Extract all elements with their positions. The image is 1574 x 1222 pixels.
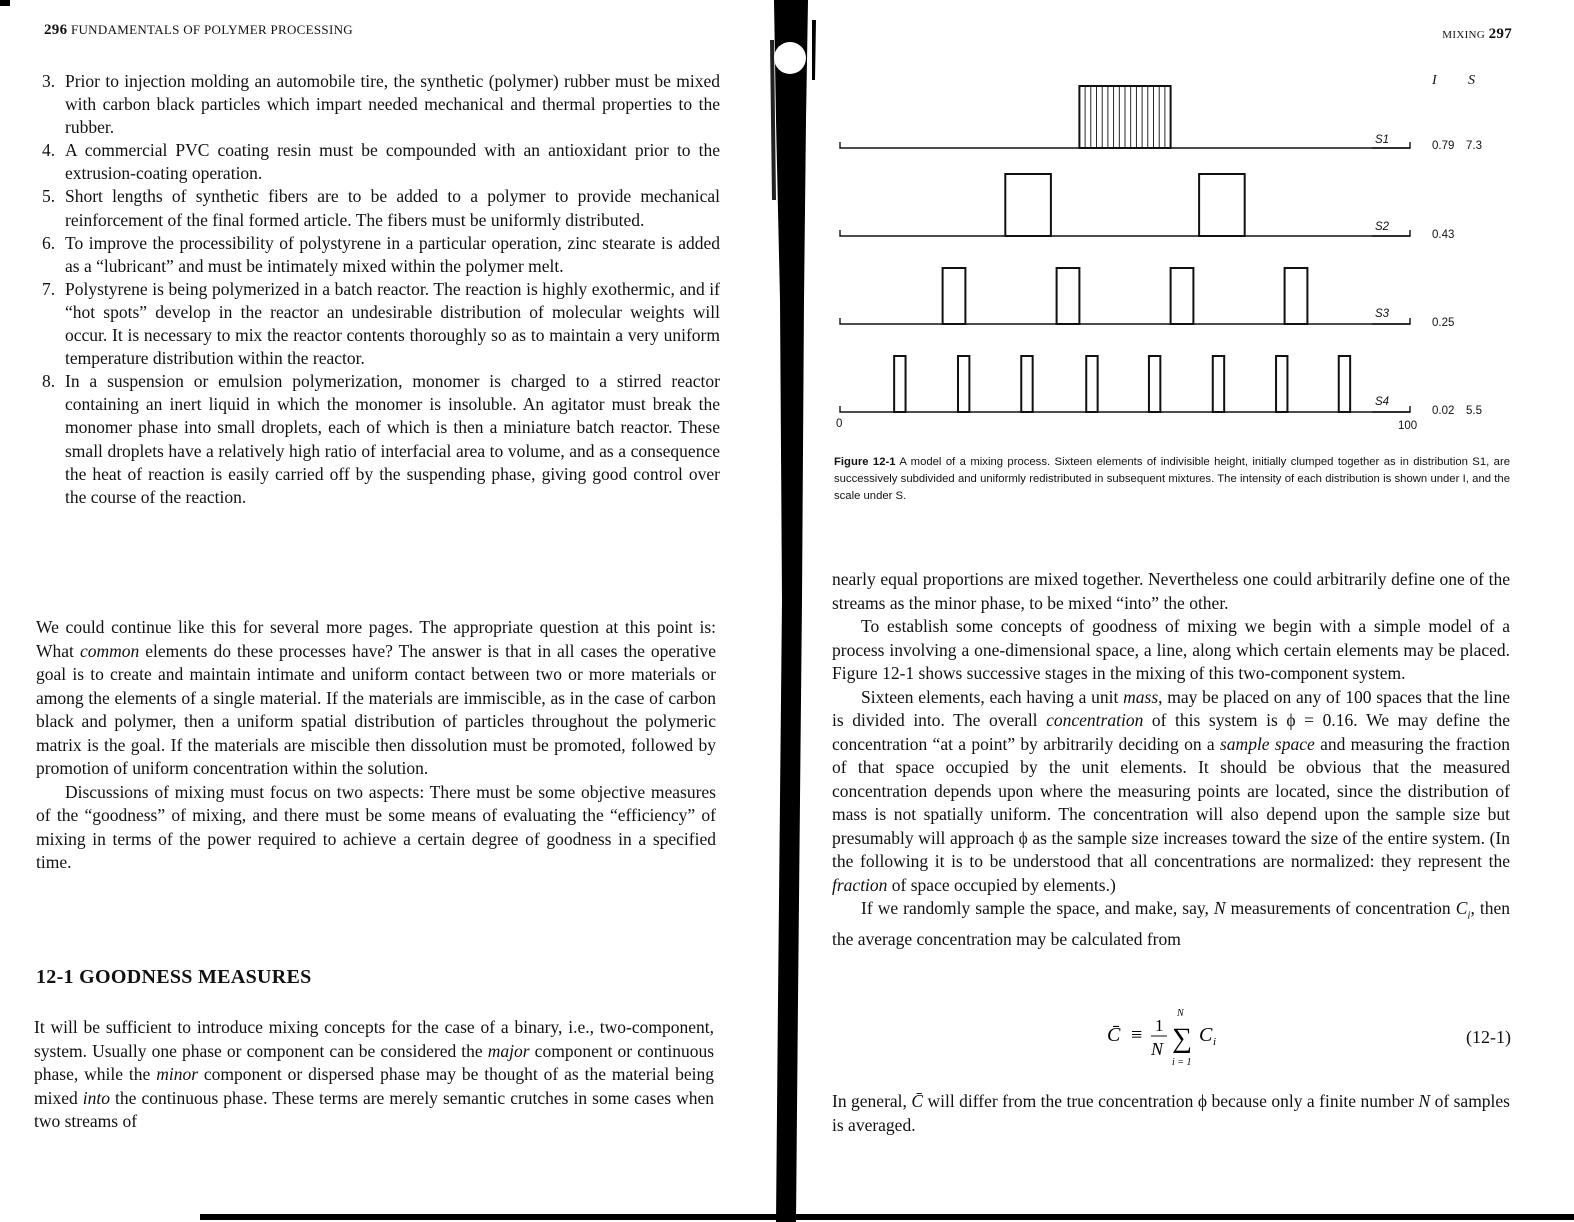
left-page-number: 296 bbox=[44, 22, 68, 38]
list-item: 8. In a suspension or emulsion polymerization, monomer is charged to a stirred reactor containing an inert liquid in which the monomer is insoluble. An agitator must break the monomer phase into small droplets, each of which is then a miniature batch reactor. These small droplets have a relatively high ratio of interfacial area to volume, and as a consequence the heat of reaction is easily carried off by the suspending phase, giving good control over the course of the reaction. bbox=[42, 371, 720, 507]
row-label-s3: S3 bbox=[1375, 308, 1390, 320]
eq-lower-limit: i = 1 bbox=[1172, 1057, 1192, 1068]
left-running-title: FUNDAMENTALS OF POLYMER PROCESSING bbox=[70, 22, 353, 37]
element-block bbox=[1149, 356, 1160, 412]
mixing-distribution-diagram bbox=[820, 40, 1574, 440]
axis-start-label: 0 bbox=[836, 418, 843, 430]
binding-hole bbox=[774, 42, 806, 74]
caption-title: Figure 12-1 bbox=[834, 456, 896, 468]
row-label-s1: S1 bbox=[1375, 134, 1390, 146]
figure-12-1 bbox=[820, 40, 1574, 460]
equation-number: (12-1) bbox=[1466, 1027, 1511, 1047]
scan-bottom-edge bbox=[200, 1214, 1574, 1220]
right-page bbox=[820, 0, 1574, 1222]
eq-upper-limit: N bbox=[1177, 1008, 1184, 1019]
baseline bbox=[840, 318, 1410, 324]
left-running-head bbox=[44, 22, 353, 39]
paragraph: Sixteen elements, each having a unit mass, may be placed on any of 100 spaces that the line is divided into. The overall concentration of this system is ϕ = 0.16. We may define the concentration “at a point” by arbitrarily deciding on a sample space and measuring the fraction of that space occupied by the unit elements. It should be obvious that the measured concentration depends upon where the measuring points are located, since the distribution of mass is not spatially uniform. The concentration will also depend upon the sample size but presumably will approach ϕ as the sample size increases toward the size of the entire system. (In the following it is to be understood that all concentrations are normalized: they represent the fraction of space occupied by elements.) bbox=[832, 686, 1510, 895]
element-block bbox=[1199, 174, 1245, 236]
list-item: 4. A commercial PVC coating resin must be compounded with an antioxidant prior to the extrusion-coating operation. bbox=[42, 140, 720, 184]
scale-s4: 5.5 bbox=[1466, 405, 1482, 417]
paragraph: We could continue like this for several more pages. The appropriate question at this point is: What common elements do these processes have? The answer is that in all cases the operative goal is to create and maintain intimate and uniform contact between two or more materials or among the elements of a single material. If the materials are immiscible, as in the case of carbon black and polymer, then a uniform spatial distribution of particles throughout the polymeric matrix is the goal. If the materials are miscible then dissolution must be promoted, followed by promotion of uniform concentration within the solution. bbox=[36, 617, 716, 778]
section-heading: 12-1 GOODNESS MEASURES bbox=[36, 966, 312, 988]
element-block bbox=[958, 356, 969, 412]
list-item: 6. To improve the processibility of polystyrene in a particular operation, zinc stearate is added as a “lubricant” and must be intimately mixed within the polymer melt. bbox=[42, 232, 720, 276]
list-item: 7. Polystyrene is being polymerized in a batch reactor. The reaction is highly exothermic, and if “hot spots” develop in the reactor an undesirable distribution of molecular weights will occur. It is necessary to mix the reactor contents thoroughly so as to maintain a very uniform temperature distribution within the reactor. bbox=[42, 278, 720, 369]
eq-term-subscript: i bbox=[1213, 1036, 1217, 1048]
distribution-row-s4 bbox=[840, 356, 1410, 412]
paragraph: In general, C̄ will differ from the true concentration ϕ because only a finite number N of samples is averaged. bbox=[832, 1091, 1510, 1135]
element-block bbox=[1086, 356, 1097, 412]
element-block bbox=[1276, 356, 1287, 412]
left-page bbox=[0, 0, 760, 1222]
element-block bbox=[1171, 268, 1194, 324]
row-label-s2: S2 bbox=[1375, 221, 1390, 233]
eq-lhs: C̄ bbox=[1107, 1024, 1121, 1046]
eq-equiv: ≡ bbox=[1131, 1024, 1143, 1046]
caption-text: A model of a mixing process. Sixteen elements of indivisible height, initially clumped together as in distribution S1, are successively subdivided and uniformly redistributed in subsequent mixtures. The intensity of each distribution is shown under I, and the scale under S. bbox=[834, 456, 1510, 502]
paragraph: It will be sufficient to introduce mixing concepts for the case of a binary, i.e., two-component, system. Usually one phase or component can be considered the major component or continuous phase, while the minor component or dispersed phase may be thought of as the material being mixed into the continuous phase. These terms are merely semantic crutches in some cases when two streams of bbox=[34, 1017, 715, 1131]
intensity-s4: 0.02 bbox=[1432, 405, 1455, 417]
list-item: 3. Prior to injection molding an automobile tire, the synthetic (polymer) rubber must be mixed with carbon black particles which impart needed mechanical and thermal properties to the rubber. bbox=[42, 71, 720, 138]
element-block bbox=[1005, 174, 1051, 236]
book-gutter-shadow bbox=[768, 0, 820, 1222]
eq-numerator: 1 bbox=[1155, 1016, 1164, 1035]
element-block bbox=[1057, 268, 1080, 324]
intensity-column-header: I bbox=[1432, 73, 1437, 88]
row-label-s4: S4 bbox=[1375, 396, 1390, 408]
intensity-s3: 0.25 bbox=[1432, 317, 1455, 329]
distribution-row-s3 bbox=[840, 268, 1410, 324]
paragraph: nearly equal proportions are mixed together. Nevertheless one could arbitrarily define one of the streams as the minor phase, to be mixed “into” the other. bbox=[832, 569, 1510, 613]
right-body-block bbox=[832, 568, 1510, 952]
left-body-block-2 bbox=[34, 1016, 714, 1134]
equation-body bbox=[1095, 1003, 1295, 1073]
axis-end-label: 100 bbox=[1398, 420, 1418, 432]
process-examples-list bbox=[36, 70, 720, 509]
baseline bbox=[840, 230, 1410, 236]
element-block bbox=[1213, 356, 1224, 412]
paragraph: Discussions of mixing must focus on two aspects: There must be some objective measures of the “goodness” of mixing, and there must be some means of evaluating the “efficiency” of mixing in terms of the power required to achieve a certain degree of goodness in a specified time. bbox=[36, 781, 716, 872]
scale-s1: 7.3 bbox=[1466, 140, 1482, 152]
element-block bbox=[1339, 356, 1350, 412]
baseline bbox=[840, 406, 1410, 412]
distribution-row-s1 bbox=[840, 86, 1410, 148]
intensity-s2: 0.43 bbox=[1432, 229, 1455, 241]
eq-denominator: N bbox=[1151, 1039, 1164, 1059]
equation-12-1 bbox=[1095, 1003, 1515, 1073]
list-item: 5. Short lengths of synthetic fibers are to be added to a polymer to provide mechanical reinforcement of the final formed article. The fibers must be uniformly distributed. bbox=[42, 186, 720, 230]
paragraph: To establish some concepts of goodness of mixing we begin with a simple model of a process involving a one-dimensional space, a line, along which certain elements may be placed. Figure 12-1 shows successive stages in the mixing of this two-component system. bbox=[832, 616, 1510, 683]
scale-column-header: S bbox=[1468, 73, 1475, 88]
figure-caption bbox=[834, 454, 1510, 505]
paragraph: If we randomly sample the space, and make, say, N measurements of concentration $C_i$, then the average concentration may be calculated from bbox=[832, 898, 1510, 949]
element-block bbox=[943, 268, 966, 324]
eq-term: C bbox=[1199, 1024, 1213, 1046]
element-block bbox=[1285, 268, 1308, 324]
right-page-number: 297 bbox=[1488, 26, 1512, 42]
intensity-s1: 0.79 bbox=[1432, 140, 1455, 152]
eq-sum-sign: ∑ bbox=[1172, 1023, 1192, 1054]
element-block bbox=[1021, 356, 1032, 412]
left-body-block bbox=[36, 616, 716, 875]
distribution-row-s2 bbox=[840, 174, 1410, 236]
right-body-block-2 bbox=[832, 1090, 1510, 1137]
right-running-title: MIXING bbox=[1442, 29, 1486, 41]
element-block bbox=[894, 356, 905, 412]
